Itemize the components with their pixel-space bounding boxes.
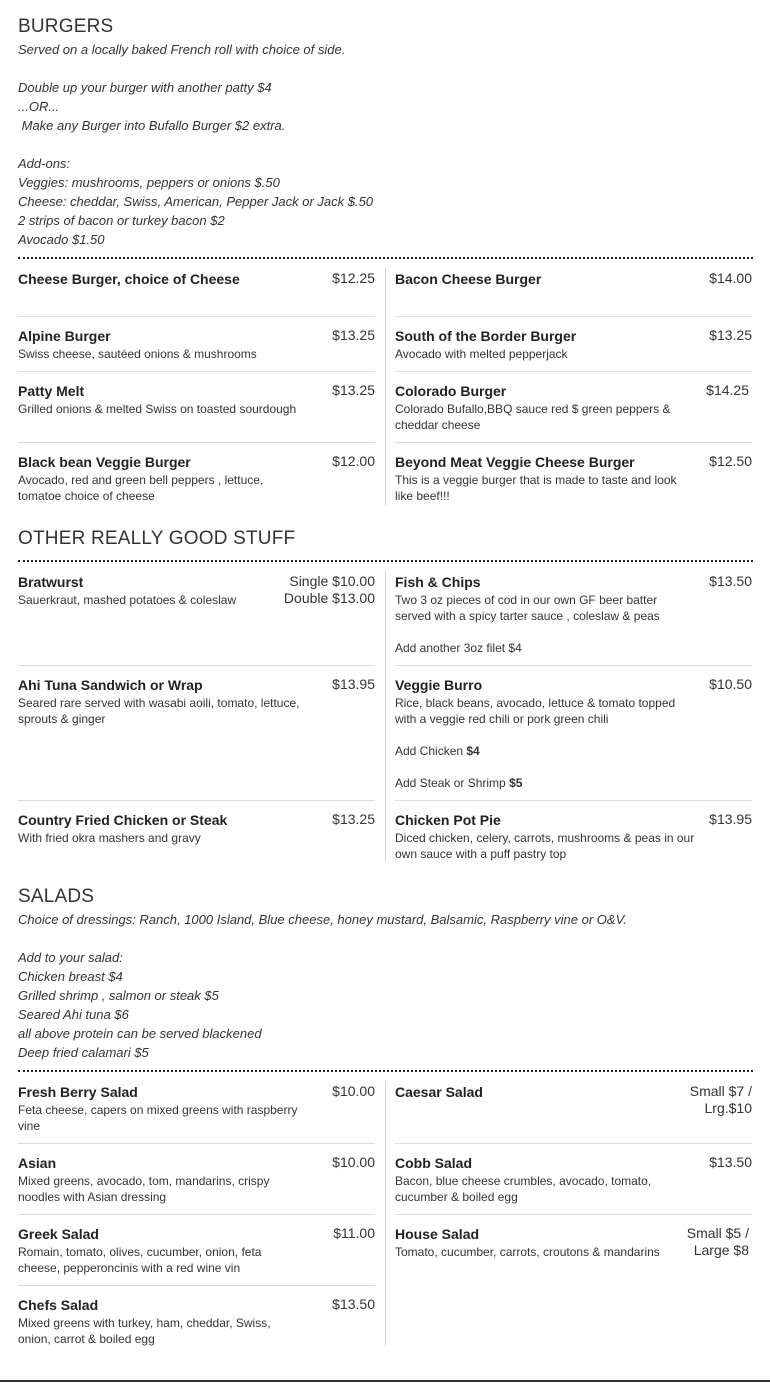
item-description: Sauerkraut, mashed potatoes & coleslaw: [18, 593, 237, 607]
intro-line: Chicken breast $4: [18, 969, 123, 984]
column-divider: [385, 571, 386, 861]
dotted-divider: [18, 560, 753, 562]
item-name: Bacon Cheese Burger: [395, 271, 542, 287]
item-addon: [395, 743, 752, 759]
row-separator: [18, 371, 375, 372]
row-separator: [18, 665, 375, 666]
row-separator: [18, 1285, 375, 1286]
item-description: Mixed greens with turkey, ham, cheddar, Swiss, onion, carrot & boiled egg: [18, 1316, 271, 1346]
row-separator: [395, 1143, 752, 1144]
row-separator: [395, 800, 752, 801]
item-addon: [395, 775, 752, 791]
addon-price: $4: [466, 744, 480, 758]
menu-item: [395, 453, 752, 504]
item-description: With fried okra mashers and gravy: [18, 831, 201, 845]
item-name: Alpine Burger: [18, 328, 111, 344]
intro-line: [18, 135, 753, 154]
item-name: South of the Border Burger: [395, 328, 577, 344]
item-price: $11.00: [333, 1225, 375, 1241]
intro-line: Cheese: cheddar, Swiss, American, Pepper Jack or Jack $.50: [18, 194, 374, 209]
item-price: $13.25: [709, 327, 752, 343]
price-small: Small $5 /: [686, 1225, 749, 1241]
menu-item: [395, 1225, 749, 1260]
intro-line: Add to your salad:: [18, 950, 123, 965]
menu-item: [18, 382, 375, 417]
item-description: Colorado Bufallo,BBQ sauce red $ green peppers & cheddar cheese: [395, 402, 671, 432]
intro-line: Choice of dressings: Ranch, 1000 Island, Blue cheese, honey mustard, Balsamic, Raspberry vine or O&V.: [18, 912, 627, 927]
section-title: OTHER REALLY GOOD STUFF: [18, 528, 296, 549]
intro-line: ...OR...: [18, 99, 60, 114]
menu-item: [18, 1296, 375, 1347]
item-name: Veggie Burro: [395, 677, 483, 693]
item-description: Seared rare served with wasabi aoili, tomato, lettuce, sprouts & ginger: [18, 696, 300, 726]
item-price: $13.25: [332, 811, 375, 827]
item-name: Cheese Burger, choice of Cheese: [18, 271, 240, 287]
section-title: SALADS: [18, 886, 95, 907]
item-name: Bratwurst: [18, 574, 84, 590]
intro-line: Deep fried calamari $5: [18, 1045, 149, 1060]
menu-item: [395, 676, 752, 791]
price-small: Small $7 /: [689, 1083, 752, 1099]
item-description: This is a veggie burger that is made to taste and look like beef!!!: [395, 473, 677, 503]
item-description: Feta cheese, capers on mixed greens with raspberry vine: [18, 1103, 298, 1133]
item-name: Asian: [18, 1155, 57, 1171]
row-separator: [18, 442, 375, 443]
item-price: $13.50: [709, 573, 752, 589]
item-name: Black bean Veggie Burger: [18, 454, 191, 470]
item-price: $13.95: [332, 676, 375, 692]
price-single: Single $10.00: [289, 573, 375, 589]
dotted-divider: [18, 257, 753, 259]
item-description: Avocado with melted pepperjack: [395, 347, 568, 361]
column-divider: [385, 1081, 386, 1346]
intro-line: Double up your burger with another patty $4: [18, 80, 272, 95]
item-price: [284, 573, 375, 607]
addon-price: $5: [509, 776, 523, 790]
item-description: Rice, black beans, avocado, lettuce & tomato topped with a veggie red chili or pork green chili: [395, 696, 676, 726]
item-price: $13.50: [332, 1296, 375, 1312]
menu-item: [395, 382, 749, 433]
item-price: $10.50: [709, 676, 752, 692]
addon-text: Add Steak or Shrimp: [395, 776, 510, 790]
menu-item: [18, 453, 375, 504]
row-separator: [18, 316, 375, 317]
section-title: BURGERS: [18, 16, 114, 37]
column-divider: [385, 268, 386, 505]
row-separator: [18, 1143, 375, 1144]
intro-line: [18, 929, 753, 948]
row-separator: [395, 665, 752, 666]
intro-line: Make any Burger into Bufallo Burger $2 extra.: [18, 118, 286, 133]
item-price: $13.50: [709, 1154, 752, 1170]
item-description: Romain, tomato, olives, cucumber, onion, feta cheese, pepperoncinis with a red wine vin: [18, 1245, 262, 1275]
item-name: Beyond Meat Veggie Cheese Burger: [395, 454, 635, 470]
menu-item: [395, 1154, 752, 1205]
menu-item: [18, 1154, 375, 1205]
row-separator: [18, 1214, 375, 1215]
row-separator: [18, 800, 375, 801]
item-price: $10.00: [332, 1083, 375, 1099]
item-description: Two 3 oz pieces of cod in our own GF beer batter served with a spicy tarter sauce , coleslaw & peas: [395, 593, 660, 623]
item-name: Greek Salad: [18, 1226, 99, 1242]
item-price: $14.00: [709, 270, 752, 286]
row-separator: [395, 371, 752, 372]
item-description: Diced chicken, celery, carrots, mushrooms & peas in our own sauce with a puff pastry top: [395, 831, 695, 861]
menu-item: [18, 270, 375, 288]
item-addon: Add another 3oz filet $4: [395, 641, 522, 655]
salads-section: [18, 886, 753, 1062]
intro-line: 2 strips of bacon or turkey bacon $2: [18, 213, 225, 228]
item-name: Colorado Burger: [395, 383, 507, 399]
other-section: [18, 528, 753, 550]
menu-item: [18, 1225, 375, 1276]
dotted-divider: [18, 1070, 753, 1072]
item-price: $12.50: [709, 453, 752, 469]
section-intro: [18, 910, 753, 1062]
item-name: Ahi Tuna Sandwich or Wrap: [18, 677, 203, 693]
menu-item: [18, 327, 375, 362]
item-description: Swiss cheese, sautéed onions & mushrooms: [18, 347, 257, 361]
row-separator: [395, 1214, 752, 1215]
section-intro: [18, 40, 753, 249]
item-description: Grilled onions & melted Swiss on toasted sourdough: [18, 402, 297, 416]
menu-item: [18, 676, 375, 727]
item-name: Cobb Salad: [395, 1155, 473, 1171]
intro-line: Grilled shrimp , salmon or steak $5: [18, 988, 219, 1003]
item-price: $14.25: [706, 382, 749, 398]
item-price: $13.25: [332, 382, 375, 398]
menu-item: [18, 1083, 375, 1134]
item-price: $13.25: [332, 327, 375, 343]
price-large: Lrg.$10: [704, 1100, 752, 1116]
menu-item: [395, 1083, 752, 1116]
intro-line: Seared Ahi tuna $6: [18, 1007, 129, 1022]
burgers-section: [18, 16, 753, 249]
bottom-border: [0, 1380, 770, 1382]
item-price: $12.00: [332, 453, 375, 469]
intro-line: Avocado $1.50: [18, 232, 105, 247]
item-description: Bacon, blue cheese crumbles, avocado, tomato, cucumber & boiled egg: [395, 1174, 652, 1204]
item-description: Avocado, red and green bell peppers , lettuce, tomatoe choice of cheese: [18, 473, 264, 503]
intro-line: all above protein can be served blackened: [18, 1026, 262, 1041]
item-price: $10.00: [332, 1154, 375, 1170]
row-separator: [395, 316, 752, 317]
item-name: Patty Melt: [18, 383, 85, 399]
price-double: Double $13.00: [283, 590, 375, 606]
row-separator: [395, 442, 752, 443]
intro-line: Add-ons:: [18, 156, 71, 171]
item-price: $13.95: [709, 811, 752, 827]
price-large: Large $8: [693, 1242, 749, 1258]
item-name: Caesar Salad: [395, 1084, 483, 1100]
menu-item: [18, 811, 375, 846]
intro-line: [18, 59, 753, 78]
item-name: Chicken Pot Pie: [395, 812, 501, 828]
menu-item: [395, 327, 752, 362]
item-name: Fresh Berry Salad: [18, 1084, 138, 1100]
item-name: Fish & Chips: [395, 574, 481, 590]
menu-item: [395, 270, 752, 288]
item-price: $12.25: [332, 270, 375, 286]
item-description: Tomato, cucumber, carrots, croutons & mandarins: [395, 1245, 660, 1259]
menu-item: [395, 811, 752, 862]
item-price: [690, 1083, 752, 1117]
item-description: Mixed greens, avocado, tom, mandarins, crispy noodles with Asian dressing: [18, 1174, 270, 1204]
item-name: House Salad: [395, 1226, 480, 1242]
menu-item: [395, 573, 752, 656]
addon-text: Add Chicken: [395, 744, 467, 758]
item-price: [687, 1225, 749, 1259]
menu-item: [18, 573, 375, 608]
intro-line: Served on a locally baked French roll with choice of side.: [18, 42, 346, 57]
item-name: Country Fried Chicken or Steak: [18, 812, 228, 828]
item-name: Chefs Salad: [18, 1297, 99, 1313]
intro-line: Veggies: mushrooms, peppers or onions $.50: [18, 175, 280, 190]
